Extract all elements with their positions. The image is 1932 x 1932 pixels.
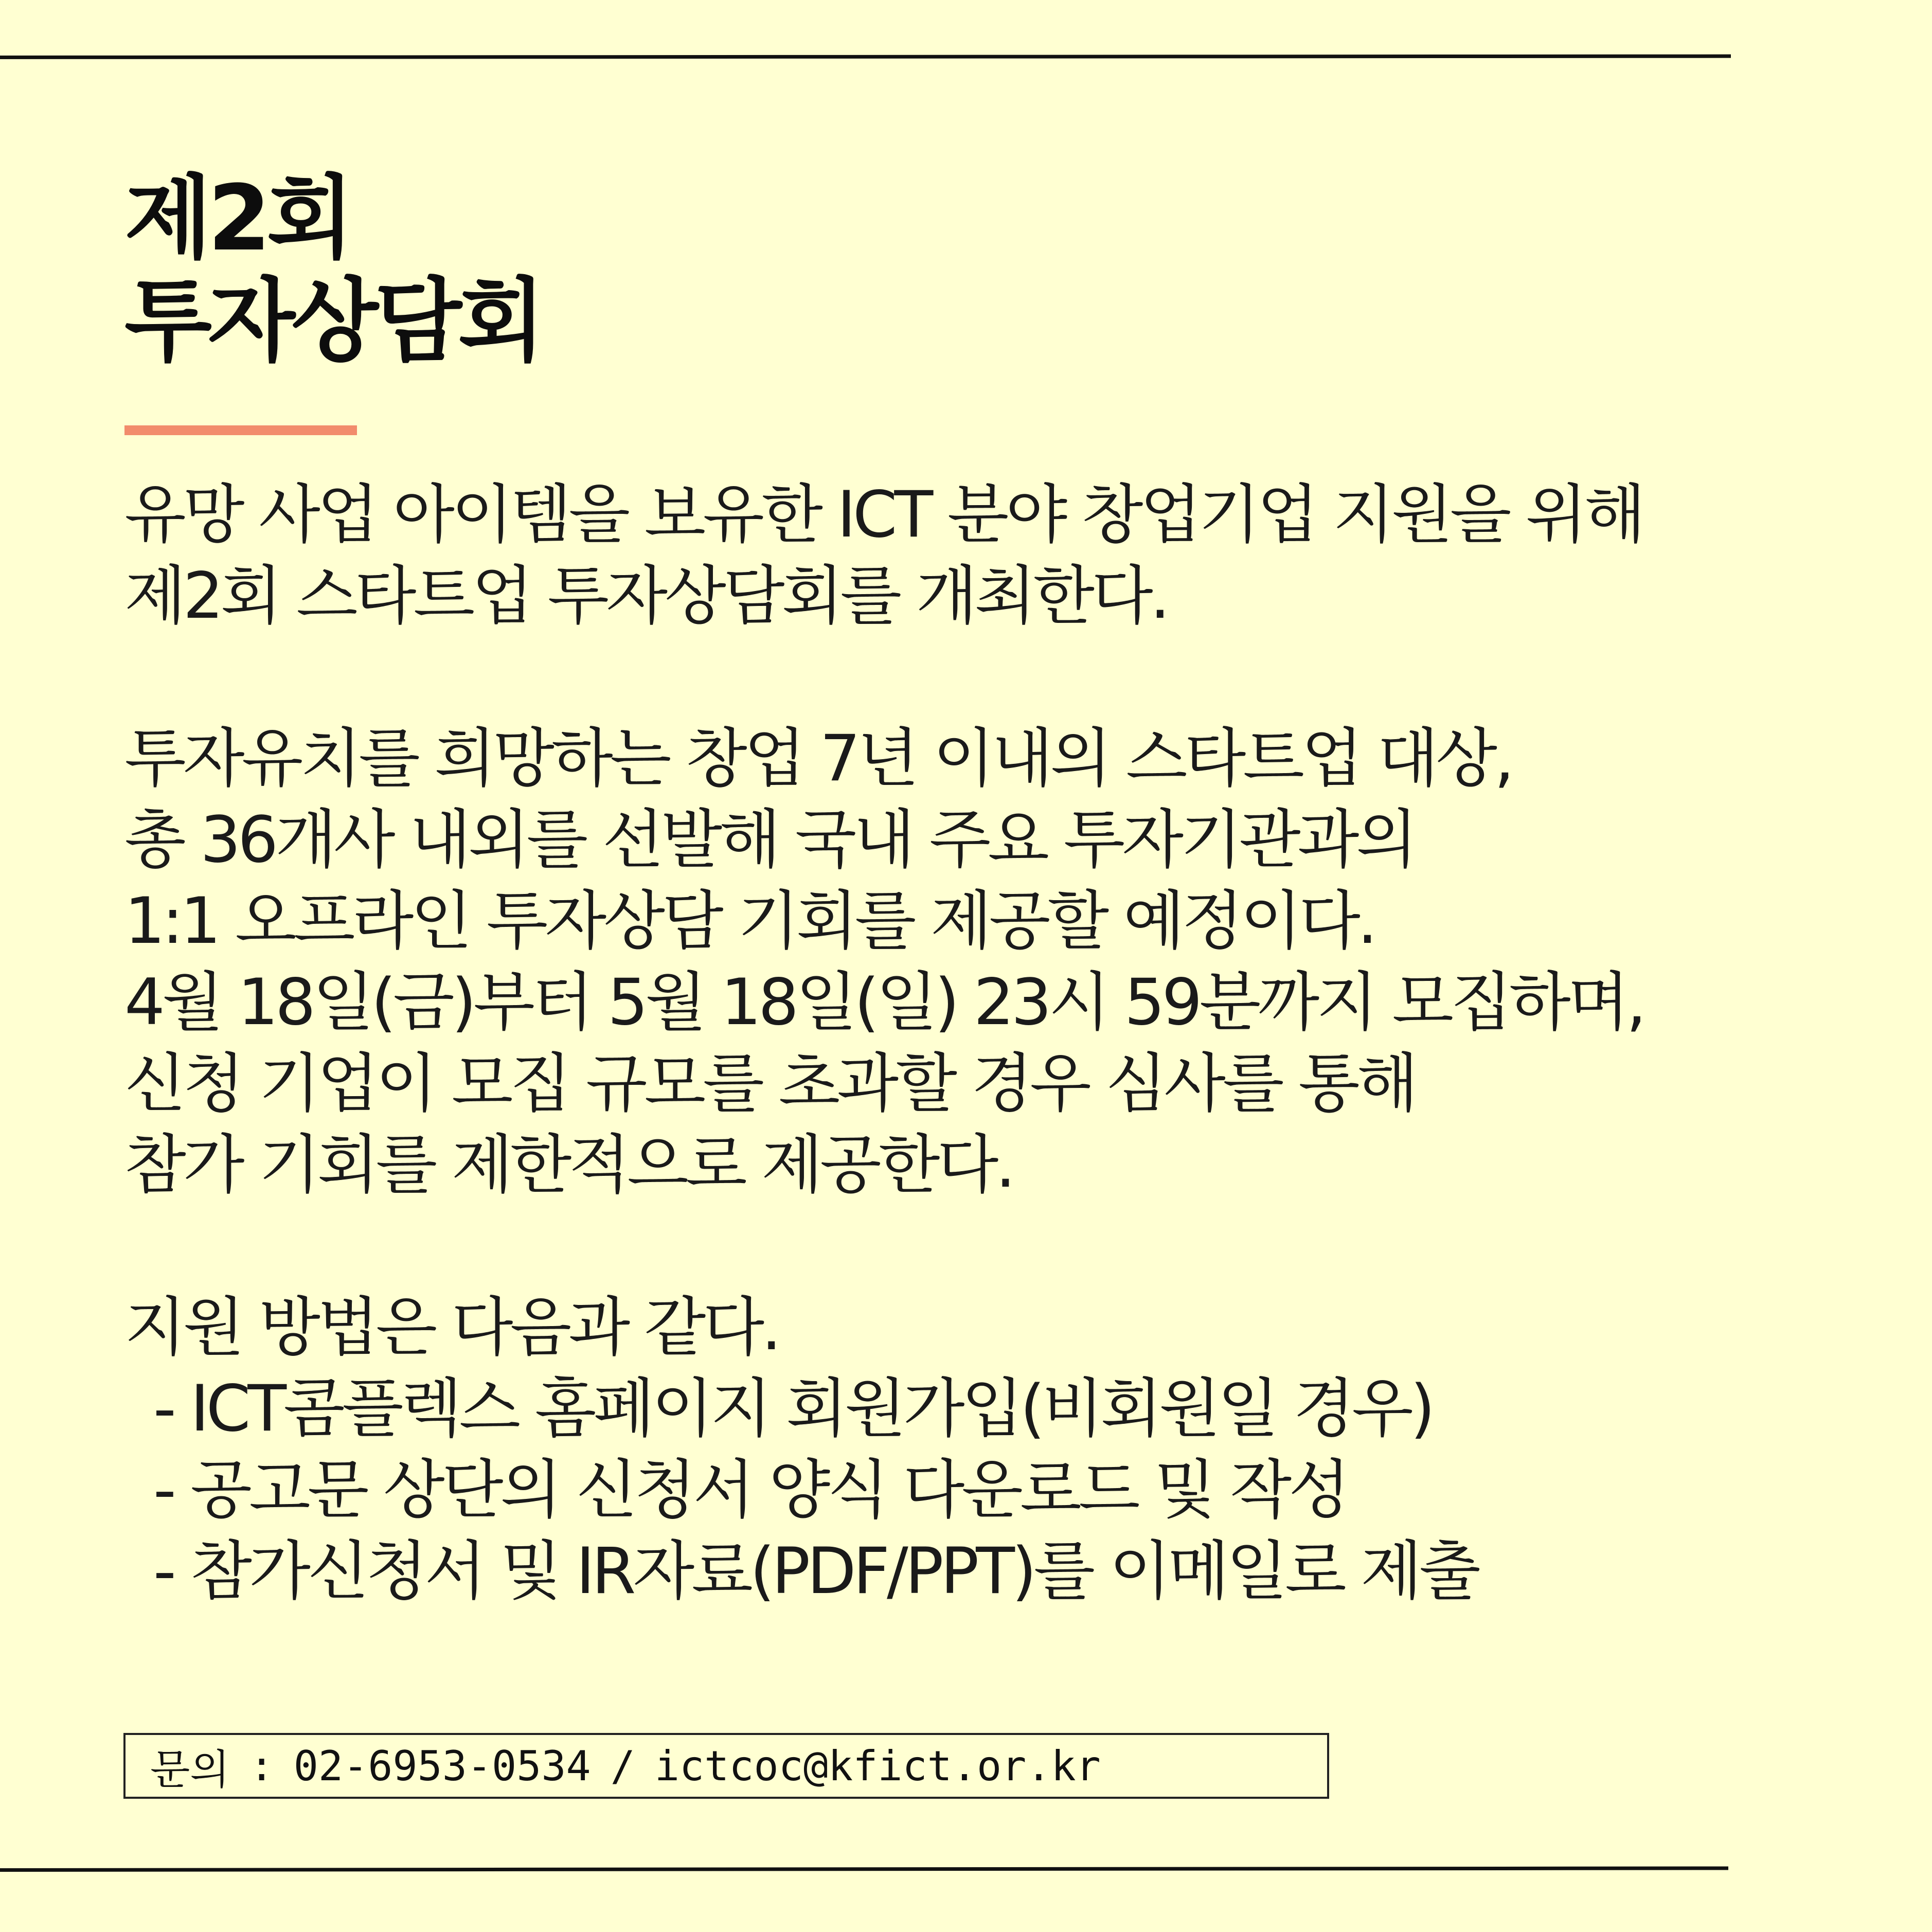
details-line: 신청 기업이 모집 규모를 초과할 경우 심사를 통해 [124,1047,1416,1121]
bottom-divider [0,1866,1728,1872]
paragraph-gap [124,1206,1770,1287]
method-step: - ICT콤플렉스 홈페이지 회원가입(비회원일 경우) [153,1372,1433,1446]
title-line-1: 제2회 [124,166,350,271]
method-step: - 공고문 상단의 신청서 양식 다운로드 및 작성 [153,1453,1347,1527]
intro-paragraph [124,474,1770,637]
details-line: 투자유치를 희망하는 창업 7년 이내의 스타트업 대상, [124,722,1512,796]
announcement-body [124,474,1770,1612]
method-section [124,1287,1770,1612]
contact-phone: 02-6953-0534 [293,1742,591,1790]
details-paragraph [124,718,1770,1206]
intro-line: 제2회 스타트업 투자상담회를 개최한다. [124,559,1168,633]
details-line: 참가 기회를 제한적으로 제공한다. [124,1128,1013,1202]
top-divider [0,55,1731,59]
contact-separator: / [610,1742,635,1790]
contact-label: 문의 [150,1745,230,1794]
method-step: - 참가신청서 및 IR자료(PDF/PPT)를 이메일로 제출 [153,1534,1478,1608]
contact-email: ictcoc@kfict.or.kr [654,1742,1101,1790]
details-line: 1:1 오프라인 투자상담 기회를 제공할 예정이다. [124,884,1375,958]
contact-box [123,1733,1329,1799]
paragraph-gap [124,637,1770,718]
title-accent-bar [124,425,357,435]
details-line: 4월 18일(금)부터 5월 18일(일) 23시 59분까지 모집하며, [124,965,1643,1040]
page-title [124,167,541,373]
method-heading: 지원 방법은 다음과 같다. [124,1291,779,1365]
details-line: 총 36개사 내외를 선발해 국내 주요 투자기관과의 [124,803,1415,877]
contact-colon: : [249,1742,274,1790]
title-line-2: 투자상담회 [124,269,542,374]
intro-line: 유망 사업 아이템을 보유한 ICT 분야 창업기업 지원을 위해 [124,478,1643,552]
